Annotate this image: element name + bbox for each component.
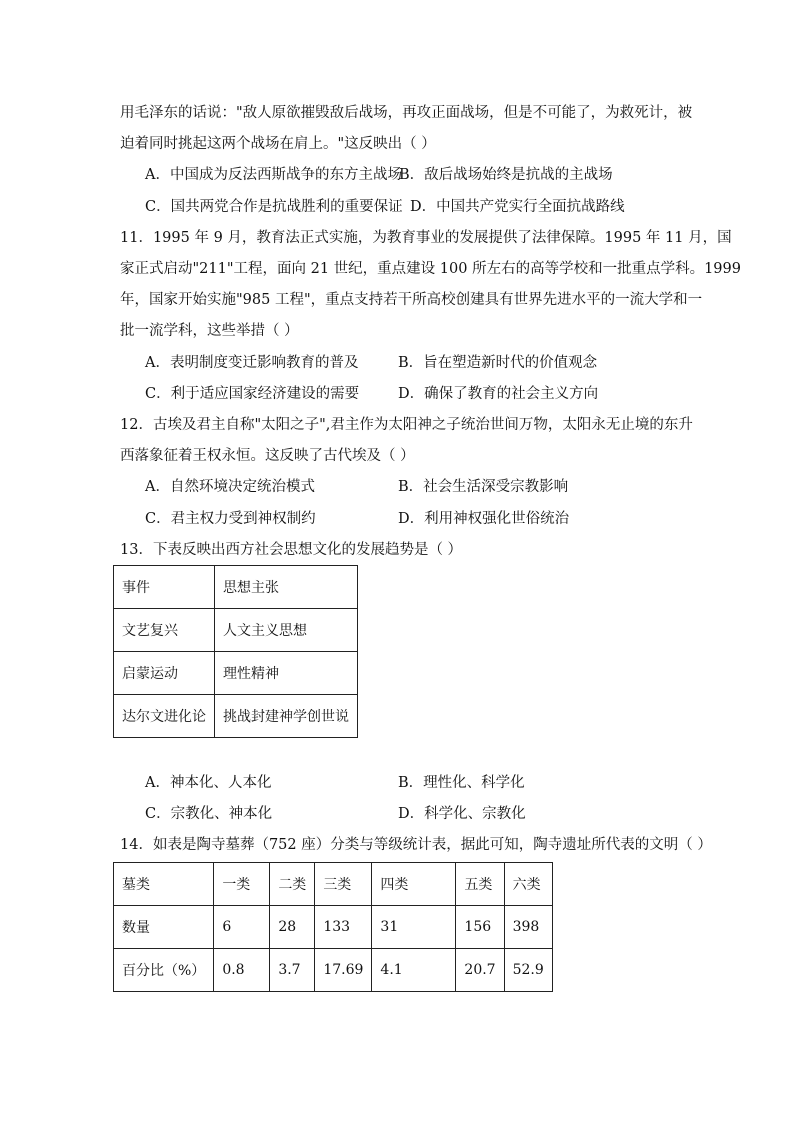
table-cell: 四类: [372, 863, 456, 906]
table-cell: 17.69: [315, 949, 372, 992]
q11-option-d[interactable]: D．确保了教育的社会主义方向: [398, 386, 599, 402]
q10-option-c[interactable]: C．国共两党合作是抗战胜利的重要保证: [145, 199, 403, 215]
table-cell: 人文主义思想: [215, 609, 358, 652]
table-cell: 3.7: [270, 949, 315, 992]
q10-stem-line2: 迫着同时挑起这两个战场在肩上。"这反映出（ ）: [120, 136, 436, 152]
q12-option-b[interactable]: B．社会生活深受宗教影响: [398, 479, 569, 495]
table-cell: 墓类: [114, 863, 214, 906]
q12-option-a[interactable]: A．自然环境决定统治模式: [145, 479, 315, 495]
q11-stem-line3: 年，国家开始实施"985 工程"，重点支持若干所高校创建具有世界先进水平的一流大学和一: [120, 292, 703, 308]
q11-option-a[interactable]: A．表明制度变迁影响教育的普及: [145, 355, 359, 371]
table-cell: 一类: [214, 863, 270, 906]
table-row: [114, 949, 553, 992]
table-row: [114, 906, 553, 949]
table-cell: 52.9: [504, 949, 552, 992]
q11-option-c[interactable]: C．利于适应国家经济建设的需要: [145, 386, 360, 402]
table-cell: 二类: [270, 863, 315, 906]
table-row: [114, 695, 358, 738]
table-cell: 6: [214, 906, 270, 949]
q10-stem-line1: 用毛泽东的话说："敌人原欲摧毁敌后战场，再攻正面战场，但是不可能了，为救死计，被: [120, 105, 693, 121]
q11-option-b[interactable]: B．旨在塑造新时代的价值观念: [398, 355, 598, 371]
table-cell: 挑战封建神学创世说: [215, 695, 358, 738]
q14-stem: 14．如表是陶寺墓葬（752 座）分类与等级统计表，据此可知，陶寺遗址所代表的文明（ ）: [120, 837, 712, 853]
table-row: [114, 652, 358, 695]
table-cell: 五类: [456, 863, 504, 906]
q10-option-d[interactable]: D．中国共产党实行全面抗战路线: [410, 199, 625, 215]
table-cell: 156: [456, 906, 504, 949]
table-cell: 0.8: [214, 949, 270, 992]
table-cell: 事件: [114, 566, 215, 609]
q13-table: [113, 565, 358, 738]
table-cell: 理性精神: [215, 652, 358, 695]
q10-option-a[interactable]: A．中国成为反法西斯战争的东方主战场: [145, 167, 402, 183]
table-row: [114, 863, 553, 906]
q13-stem: 13．下表反映出西方社会思想文化的发展趋势是（ ）: [120, 542, 463, 558]
table-cell: 达尔文进化论: [114, 695, 215, 738]
table-cell: 数量: [114, 906, 214, 949]
table-cell: 三类: [315, 863, 372, 906]
q13-option-a[interactable]: A．神本化、人本化: [145, 775, 272, 791]
q12-stem-line2: 西落象征着王权永恒。这反映了古代埃及（ ）: [120, 448, 415, 464]
q13-option-d[interactable]: D．科学化、宗教化: [398, 806, 526, 822]
q12-option-d[interactable]: D．利用神权强化世俗统治: [398, 511, 570, 527]
q13-option-b[interactable]: B．理性化、科学化: [398, 775, 525, 791]
table-cell: 百分比（%）: [114, 949, 214, 992]
table-cell: 398: [504, 906, 552, 949]
q10-option-b[interactable]: B．敌后战场始终是抗战的主战场: [399, 167, 613, 183]
table-cell: 文艺复兴: [114, 609, 215, 652]
table-cell: 六类: [504, 863, 552, 906]
q12-stem-line1: 12．古埃及君主自称"太阳之子",君主作为太阳神之子统治世间万物，太阳永无止境的东升: [120, 417, 693, 433]
table-cell: 4.1: [372, 949, 456, 992]
q11-stem-line2: 家正式启动"211"工程，面向 21 世纪，重点建设 100 所左右的高等学校和一批重点学科。1999: [120, 261, 741, 277]
q11-stem-line1: 11．1995 年 9 月，教育法正式实施，为教育事业的发展提供了法律保障。1995 年 11 月，国: [120, 230, 732, 246]
q14-table: [113, 862, 553, 992]
q12-option-c[interactable]: C．君主权力受到神权制约: [145, 511, 316, 527]
table-row: [114, 609, 358, 652]
table-cell: 思想主张: [215, 566, 358, 609]
table-cell: 启蒙运动: [114, 652, 215, 695]
table-cell: 133: [315, 906, 372, 949]
table-cell: 31: [372, 906, 456, 949]
table-row: [114, 566, 358, 609]
q11-stem-line4: 批一流学科，这些举措（ ）: [120, 323, 299, 339]
table-cell: 28: [270, 906, 315, 949]
q13-option-c[interactable]: C．宗教化、神本化: [145, 806, 273, 822]
table-cell: 20.7: [456, 949, 504, 992]
